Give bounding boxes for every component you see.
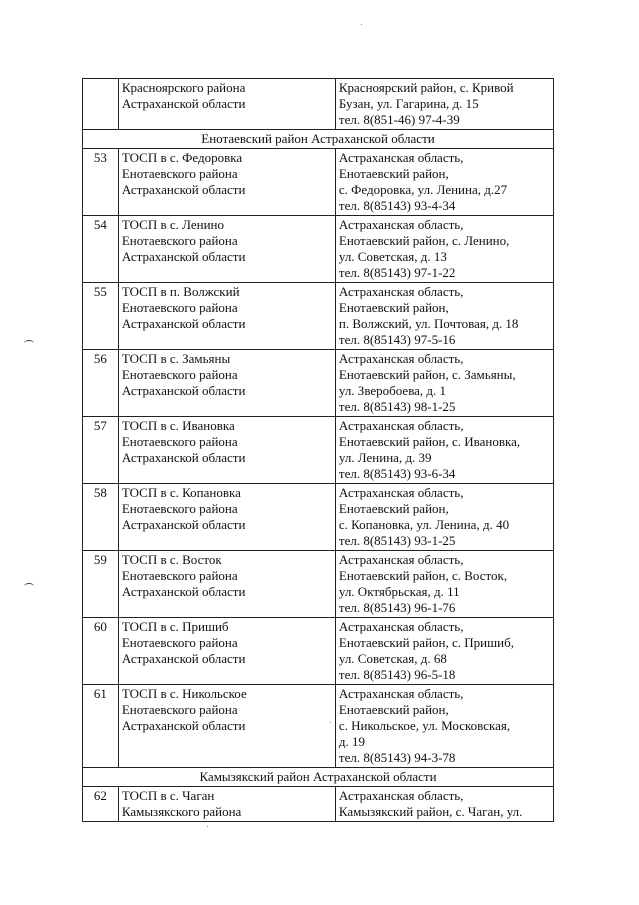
row-number: 61 bbox=[83, 685, 119, 768]
office-name-line: Енотаевского района bbox=[121, 702, 238, 717]
row-number: 60 bbox=[83, 618, 119, 685]
office-address-line: Астраханская область, bbox=[338, 284, 464, 299]
office-name-line: Камызякского района bbox=[121, 804, 242, 819]
office-name-cell bbox=[118, 417, 335, 484]
table-row bbox=[83, 787, 554, 822]
office-name-line: Енотаевского района bbox=[121, 434, 238, 449]
office-name-cell bbox=[118, 685, 335, 768]
office-address-line: ул. Зверобоева, д. 1 bbox=[338, 383, 447, 398]
district-section-row bbox=[83, 768, 554, 787]
office-name-line: ТОСП в с. Ивановка bbox=[121, 418, 235, 433]
office-name-line: Астраханской области bbox=[121, 249, 246, 264]
office-name-line: Красноярского района bbox=[121, 80, 246, 95]
office-name-line: ТОСП в п. Волжский bbox=[121, 284, 240, 299]
office-address-line: Астраханская область, bbox=[338, 418, 464, 433]
office-address-line: Енотаевский район, с. Ивановка, bbox=[338, 434, 521, 449]
office-name-line: Астраханской области bbox=[121, 517, 246, 532]
office-address-cell bbox=[335, 216, 553, 283]
office-address-line: ул. Октябрьская, д. 11 bbox=[338, 584, 460, 599]
office-name-line: Астраханской области bbox=[121, 718, 246, 733]
office-address-cell bbox=[335, 417, 553, 484]
office-address-line: тел. 8(85143) 93-6-34 bbox=[338, 466, 456, 481]
office-address-line: тел. 8(85143) 97-5-16 bbox=[338, 332, 456, 347]
office-name-line: Астраханской области bbox=[121, 182, 246, 197]
office-name-cell bbox=[118, 283, 335, 350]
office-name-cell bbox=[118, 79, 335, 130]
office-address-line: Енотаевский район, с. Ленино, bbox=[338, 233, 510, 248]
office-address-line: ул. Ленина, д. 39 bbox=[338, 450, 432, 465]
office-address-line: Астраханская область, bbox=[338, 217, 464, 232]
row-number: 59 bbox=[83, 551, 119, 618]
office-address-line: Енотаевский район, с. Восток, bbox=[338, 568, 508, 583]
office-name-cell bbox=[118, 618, 335, 685]
office-name-line: ТОСП в с. Копановка bbox=[121, 485, 241, 500]
office-address-line: Астраханская область, bbox=[338, 552, 464, 567]
row-number: 55 bbox=[83, 283, 119, 350]
office-address-line: Астраханская область, bbox=[338, 485, 464, 500]
office-address-line: п. Волжский, ул. Почтовая, д. 18 bbox=[338, 316, 519, 331]
office-address-line: ул. Советская, д. 13 bbox=[338, 249, 447, 264]
office-address-cell bbox=[335, 484, 553, 551]
office-address-line: тел. 8(85143) 93-4-34 bbox=[338, 198, 456, 213]
office-name-line: ТОСП в с. Ленино bbox=[121, 217, 224, 232]
office-address-line: с. Никольское, ул. Московская, bbox=[338, 718, 511, 733]
office-name-line: Енотаевского района bbox=[121, 501, 238, 516]
office-address-line: Астраханская область, bbox=[338, 686, 464, 701]
office-name-line: Енотаевского района bbox=[121, 568, 238, 583]
office-address-cell bbox=[335, 551, 553, 618]
office-name-cell bbox=[118, 551, 335, 618]
office-name-line: Астраханской области bbox=[121, 584, 246, 599]
office-address-line: Бузан, ул. Гагарина, д. 15 bbox=[338, 96, 479, 111]
table-row bbox=[83, 685, 554, 768]
office-name-line: ТОСП в с. Восток bbox=[121, 552, 222, 567]
office-name-cell bbox=[118, 350, 335, 417]
office-name-line: Енотаевского района bbox=[121, 635, 238, 650]
office-name-line: Астраханской области bbox=[121, 383, 246, 398]
office-address-cell bbox=[335, 685, 553, 768]
office-address-line: тел. 8(85143) 94-3-78 bbox=[338, 750, 456, 765]
row-number: 62 bbox=[83, 787, 119, 822]
office-name-cell bbox=[118, 484, 335, 551]
office-name-line: ТОСП в с. Федоровка bbox=[121, 150, 243, 165]
office-address-line: Енотаевский район, bbox=[338, 166, 449, 181]
district-section-title: Енотаевский район Астраханской области bbox=[83, 130, 554, 149]
binding-hole-mark bbox=[24, 583, 34, 590]
office-address-cell bbox=[335, 618, 553, 685]
office-name-line: Астраханской области bbox=[121, 651, 246, 666]
office-address-line: Енотаевский район, с. Пришиб, bbox=[338, 635, 514, 650]
district-section-row bbox=[83, 130, 554, 149]
office-name-line: Астраханской области bbox=[121, 450, 246, 465]
office-address-line: тел. 8(851-46) 97-4-39 bbox=[338, 112, 460, 127]
scan-speck bbox=[330, 722, 331, 723]
office-name-cell bbox=[118, 787, 335, 822]
table-row bbox=[83, 350, 554, 417]
district-section-title: Камызякский район Астраханской области bbox=[83, 768, 554, 787]
registry-table-body bbox=[83, 79, 554, 822]
table-row bbox=[83, 417, 554, 484]
office-address-line: Енотаевский район, bbox=[338, 702, 449, 717]
office-address-line: тел. 8(85143) 98-1-25 bbox=[338, 399, 456, 414]
office-address-line: Астраханская область, bbox=[338, 619, 464, 634]
office-address-line: Астраханская область, bbox=[338, 351, 464, 366]
office-address-line: ул. Советская, д. 68 bbox=[338, 651, 447, 666]
row-number: 56 bbox=[83, 350, 119, 417]
office-address-line: Красноярский район, с. Кривой bbox=[338, 80, 514, 95]
office-name-line: Енотаевского района bbox=[121, 300, 238, 315]
table-row bbox=[83, 484, 554, 551]
office-address-line: тел. 8(85143) 97-1-22 bbox=[338, 265, 456, 280]
office-name-line: Енотаевского района bbox=[121, 233, 238, 248]
office-name-cell bbox=[118, 216, 335, 283]
office-name-line: ТОСП в с. Чаган bbox=[121, 788, 215, 803]
binding-hole-mark bbox=[24, 340, 34, 347]
table-row bbox=[83, 216, 554, 283]
office-name-line: ТОСП в с. Пришиб bbox=[121, 619, 229, 634]
office-address-line: с. Копановка, ул. Ленина, д. 40 bbox=[338, 517, 510, 532]
office-address-line: Астраханская область, bbox=[338, 150, 464, 165]
table-row bbox=[83, 618, 554, 685]
office-name-line: Астраханской области bbox=[121, 96, 246, 111]
office-address-line: Камызякский район, с. Чаган, ул. bbox=[338, 804, 523, 819]
office-name-line: ТОСП в с. Никольское bbox=[121, 686, 247, 701]
office-address-line: д. 19 bbox=[338, 734, 366, 749]
office-address-line: тел. 8(85143) 96-1-76 bbox=[338, 600, 456, 615]
office-name-line: Енотаевского района bbox=[121, 367, 238, 382]
office-address-cell bbox=[335, 79, 553, 130]
office-name-line: Астраханской области bbox=[121, 316, 246, 331]
office-name-line: ТОСП в с. Замьяны bbox=[121, 351, 231, 366]
table-row bbox=[83, 283, 554, 350]
office-address-cell bbox=[335, 350, 553, 417]
office-address-line: с. Федоровка, ул. Ленина, д.27 bbox=[338, 182, 508, 197]
office-address-cell bbox=[335, 149, 553, 216]
row-number: 54 bbox=[83, 216, 119, 283]
scan-speck bbox=[361, 24, 362, 25]
office-address-line: тел. 8(85143) 96-5-18 bbox=[338, 667, 456, 682]
office-address-line: Енотаевский район, bbox=[338, 501, 449, 516]
office-address-line: Енотаевский район, bbox=[338, 300, 449, 315]
table-row bbox=[83, 551, 554, 618]
office-address-line: тел. 8(85143) 93-1-25 bbox=[338, 533, 456, 548]
table-row bbox=[83, 149, 554, 216]
table-row bbox=[83, 79, 554, 130]
office-name-line: Енотаевского района bbox=[121, 166, 238, 181]
office-address-line: Енотаевский район, с. Замьяны, bbox=[338, 367, 516, 382]
office-address-cell bbox=[335, 283, 553, 350]
office-address-line: Астраханская область, bbox=[338, 788, 464, 803]
office-name-cell bbox=[118, 149, 335, 216]
row-number: 58 bbox=[83, 484, 119, 551]
row-number: 57 bbox=[83, 417, 119, 484]
office-registry-table bbox=[82, 78, 554, 822]
scan-speck bbox=[207, 826, 208, 827]
office-address-cell bbox=[335, 787, 553, 822]
row-number bbox=[83, 79, 119, 130]
row-number: 53 bbox=[83, 149, 119, 216]
